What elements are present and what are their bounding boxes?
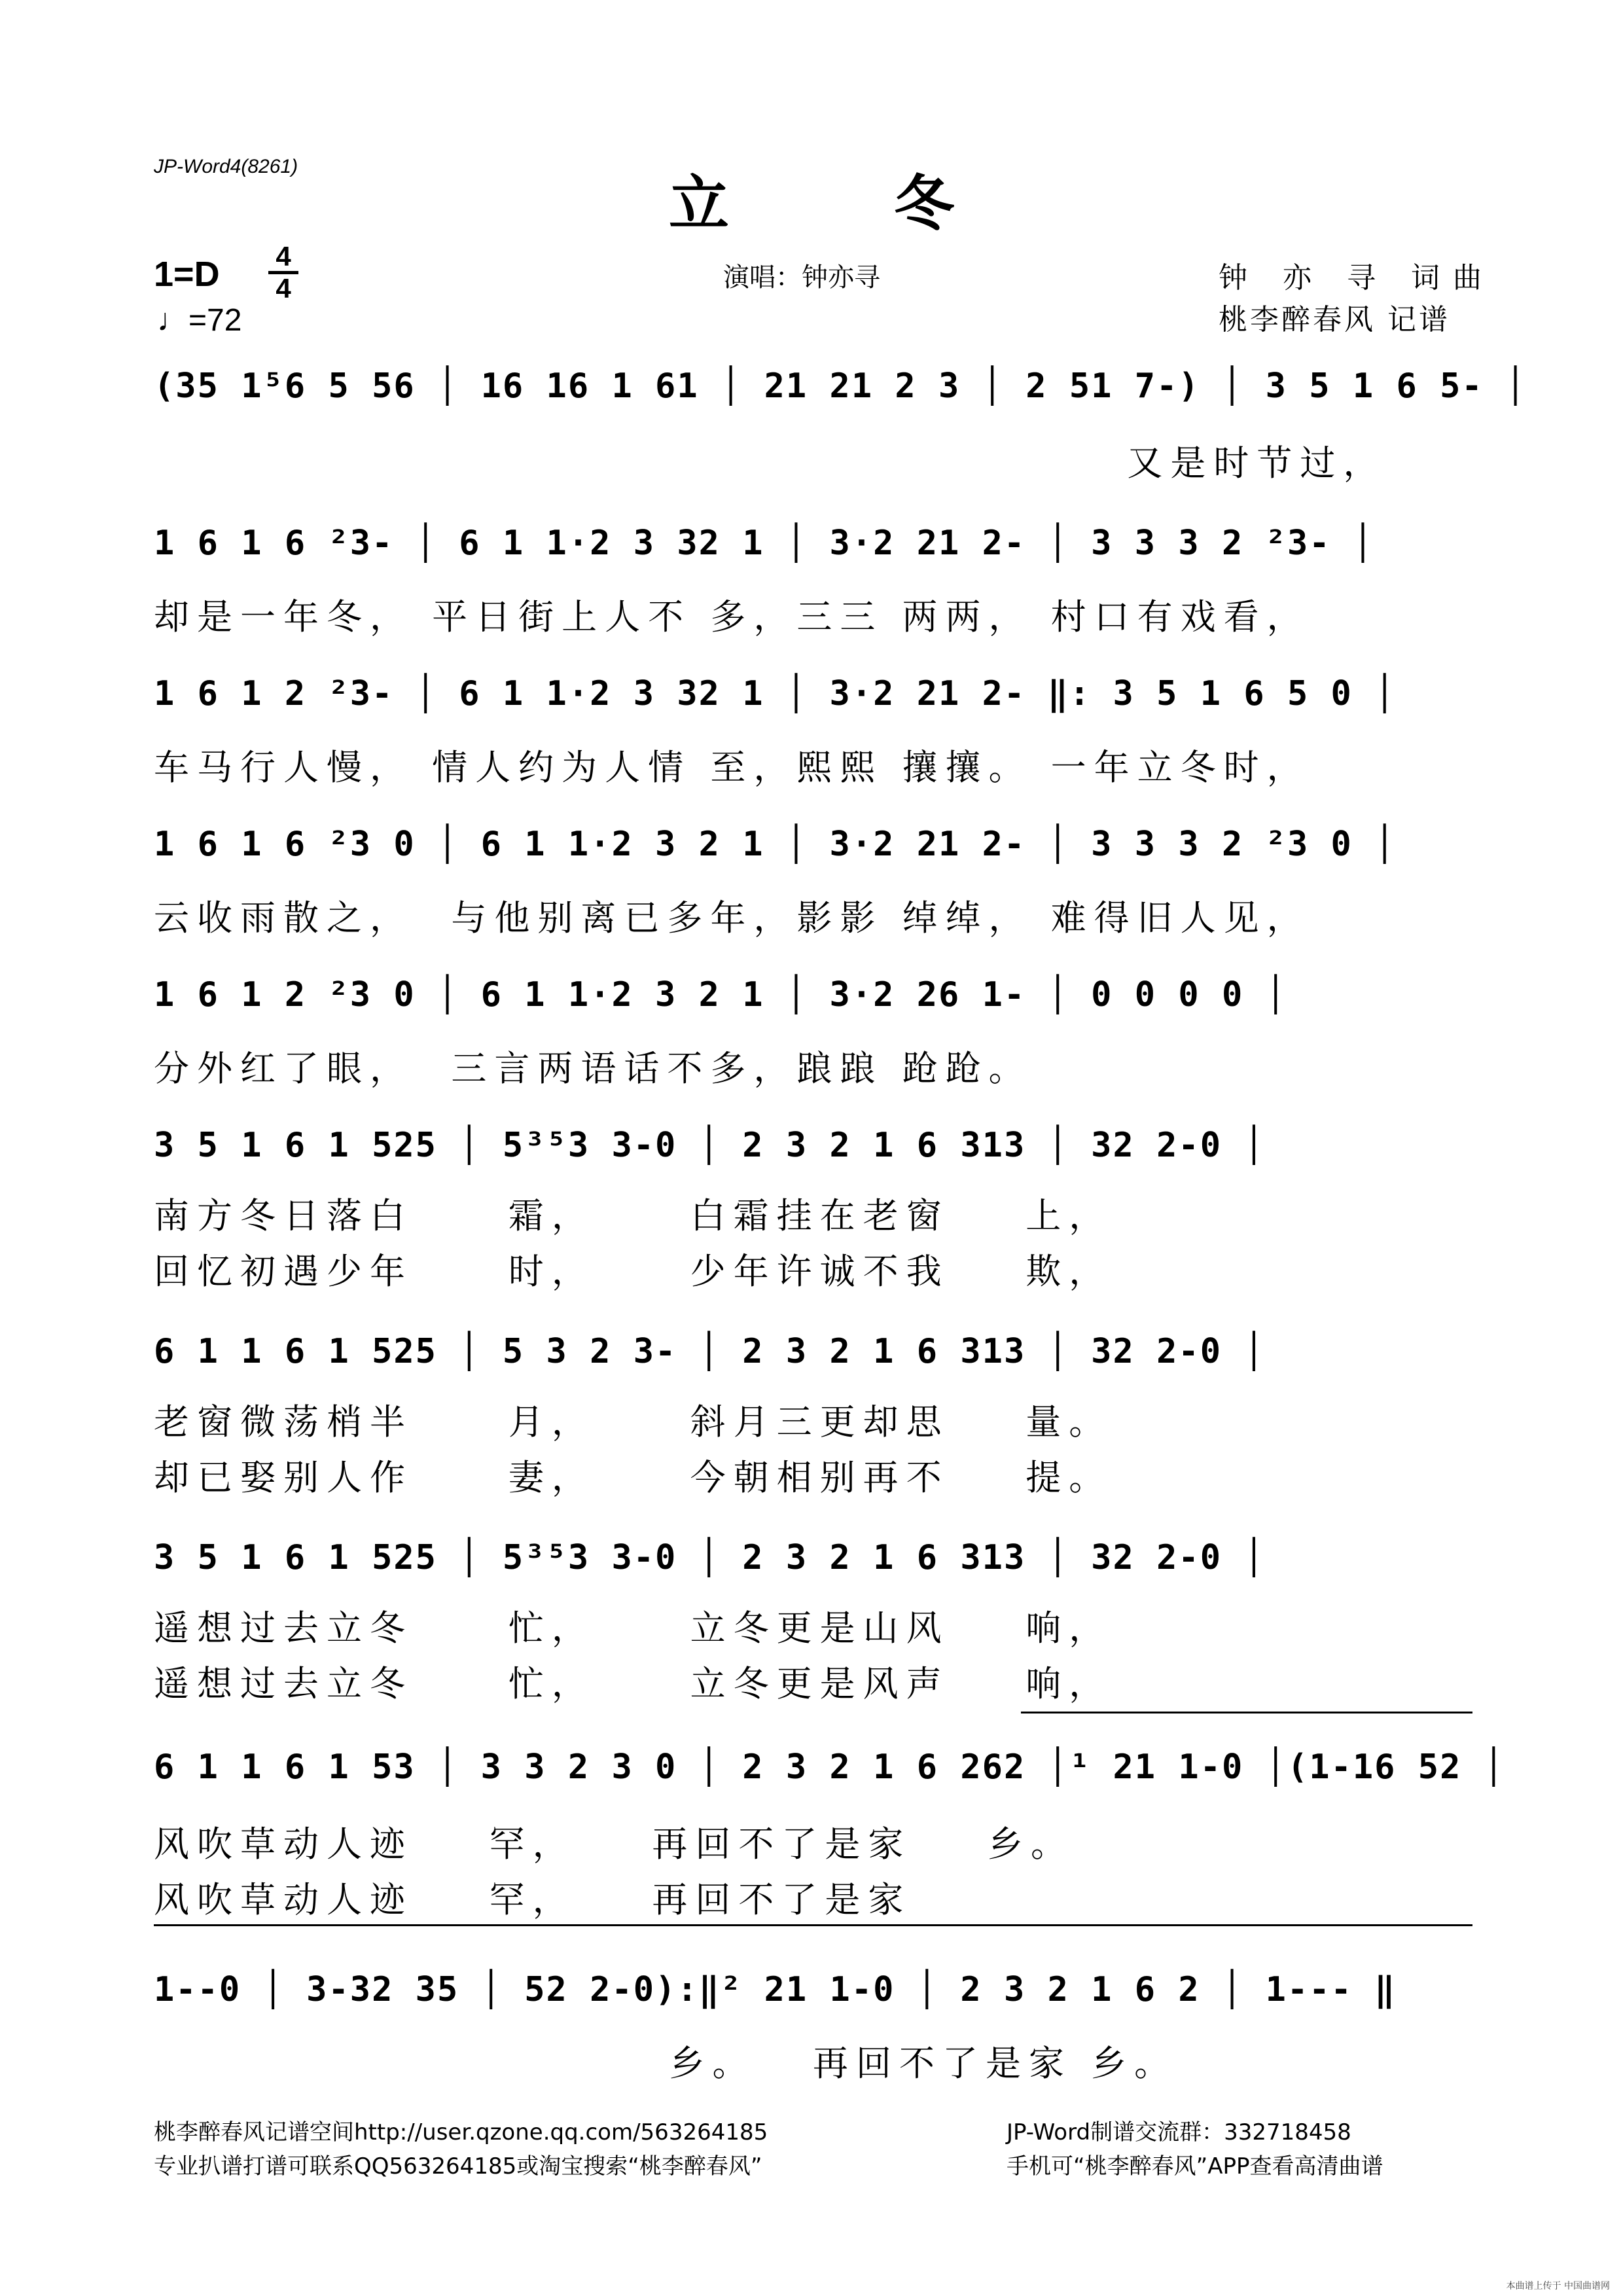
lyric-row-verse-2: 回忆初遇少年 时， 少年许诚不我 欺， (154, 1251, 1113, 1292)
notation-row: 3 5 1 6 1 525 │ 5³⁵3 3-0 │ 2 3 2 1 6 313 │ 32 2-0 │ (154, 1126, 1266, 1165)
lyric-row: 云收雨散之， 与他别离已多年，影影 绰绰， 难得旧人见， (154, 897, 1310, 939)
lyric-row: 乡。 再回不了是家 乡。 (154, 2043, 1178, 2084)
lyric-row: 又是时节过， (154, 442, 1387, 484)
transcriber-credit: 桃李醉春风 记谱 (1219, 303, 1450, 336)
notation-row: 1 6 1 2 ²3- │ 6 1 1·2 3 32 1 │ 3·2 21 2- ‖: 3 5 1 6 5 0 │ (154, 674, 1397, 713)
key-signature: 1=D (154, 255, 220, 294)
notation-row: 6 1 1 6 1 53 │ 3 3 2 3 0 │ 2 3 2 1 6 262 │¹ 21 1-0 │(1-16 52 │ (154, 1748, 1506, 1787)
lyric-row: 车马行人慢， 情人约为人情 至，熙熙 攘攘。 一年立冬时， (154, 747, 1310, 788)
software-label: JP-Word4(8261) (154, 156, 298, 177)
notation-row: 3 5 1 6 1 525 │ 5³⁵3 3-0 │ 2 3 2 1 6 313 │ 32 2-0 │ (154, 1538, 1266, 1577)
time-signature (268, 243, 298, 302)
lyric-row-verse-2: 风吹草动人迹 罕， 再回不了是家 (154, 1879, 912, 1920)
song-title: 立 冬 (668, 168, 1027, 239)
notation-row: 1 6 1 2 ²3 0 │ 6 1 1·2 3 2 1 │ 3·2 26 1- │ 0 0 0 0 │ (154, 975, 1287, 1014)
lyric-row-verse-1: 老窗微荡梢半 月， 斜月三更却思 量。 (154, 1401, 1113, 1443)
footer-website: 桃李醉春风记谱空间http://user.qzone.qq.com/563264185 (154, 2119, 768, 2145)
composer-credit: 钟 亦 寻 词曲 (1219, 261, 1495, 295)
time-signature-top: 4 (276, 241, 291, 272)
footer-group: JP-Word制谱交流群：332718458 (1007, 2119, 1351, 2145)
notation-row: 6 1 1 6 1 525 │ 5 3 2 3- │ 2 3 2 1 6 313 │ 32 2-0 │ (154, 1332, 1266, 1371)
lyric-row-verse-1: 风吹草动人迹 罕， 再回不了是家 乡。 (154, 1823, 1074, 1865)
footer-app: 手机可“桃李醉春风”APP查看高清曲谱 (1007, 2153, 1383, 2179)
tempo-mark: ♩=72 (157, 303, 242, 338)
lyric-row-verse-1: 遥想过去立冬 忙， 立冬更是山风 响， (154, 1607, 1113, 1649)
lyric-row-verse-2: 遥想过去立冬 忙， 立冬更是风声 响， (154, 1663, 1113, 1704)
lyric-row: 分外红了眼， 三言两语话不多，踉踉 跄跄。 (154, 1048, 1032, 1089)
singer-credit: 演唱：钟亦寻 (723, 262, 880, 293)
notation-row: 1 6 1 6 ²3- │ 6 1 1·2 3 32 1 │ 3·2 21 2- │ 3 3 3 2 ²3- │ (154, 524, 1375, 563)
lyric-row: 却是一年冬， 平日街上人不 多，三三 两两， 村口有戏看， (154, 596, 1310, 637)
footer-contact: 专业扒谱打谱可联系QQ563264185或淘宝搜索“桃李醉春风” (154, 2153, 762, 2179)
notation-row: 1--0 │ 3-32 35 │ 52 2-0):‖² 21 1-0 │ 2 3 2 1 6 2 │ 1--- ‖ (154, 1970, 1397, 2009)
watermark: 本曲谱上传于 中国曲谱网 (1506, 2281, 1610, 2291)
lyric-row-verse-2: 却已娶别人作 妻， 今朝相别再不 提。 (154, 1457, 1113, 1498)
lyric-row-verse-1: 南方冬日落白 霜， 白霜挂在老窗 上， (154, 1195, 1113, 1236)
notation-row: (35 1⁵6 5 56 │ 16 16 1 61 │ 21 21 2 3 │ 2 51 7-) │ 3 5 1 6 5- │ (154, 367, 1527, 406)
time-signature-bottom: 4 (276, 273, 291, 304)
volta-separator (154, 1924, 1472, 1926)
volta-1-bracket (1021, 1712, 1472, 1713)
notation-row: 1 6 1 6 ²3 0 │ 6 1 1·2 3 2 1 │ 3·2 21 2- │ 3 3 3 2 ²3 0 │ (154, 825, 1397, 864)
